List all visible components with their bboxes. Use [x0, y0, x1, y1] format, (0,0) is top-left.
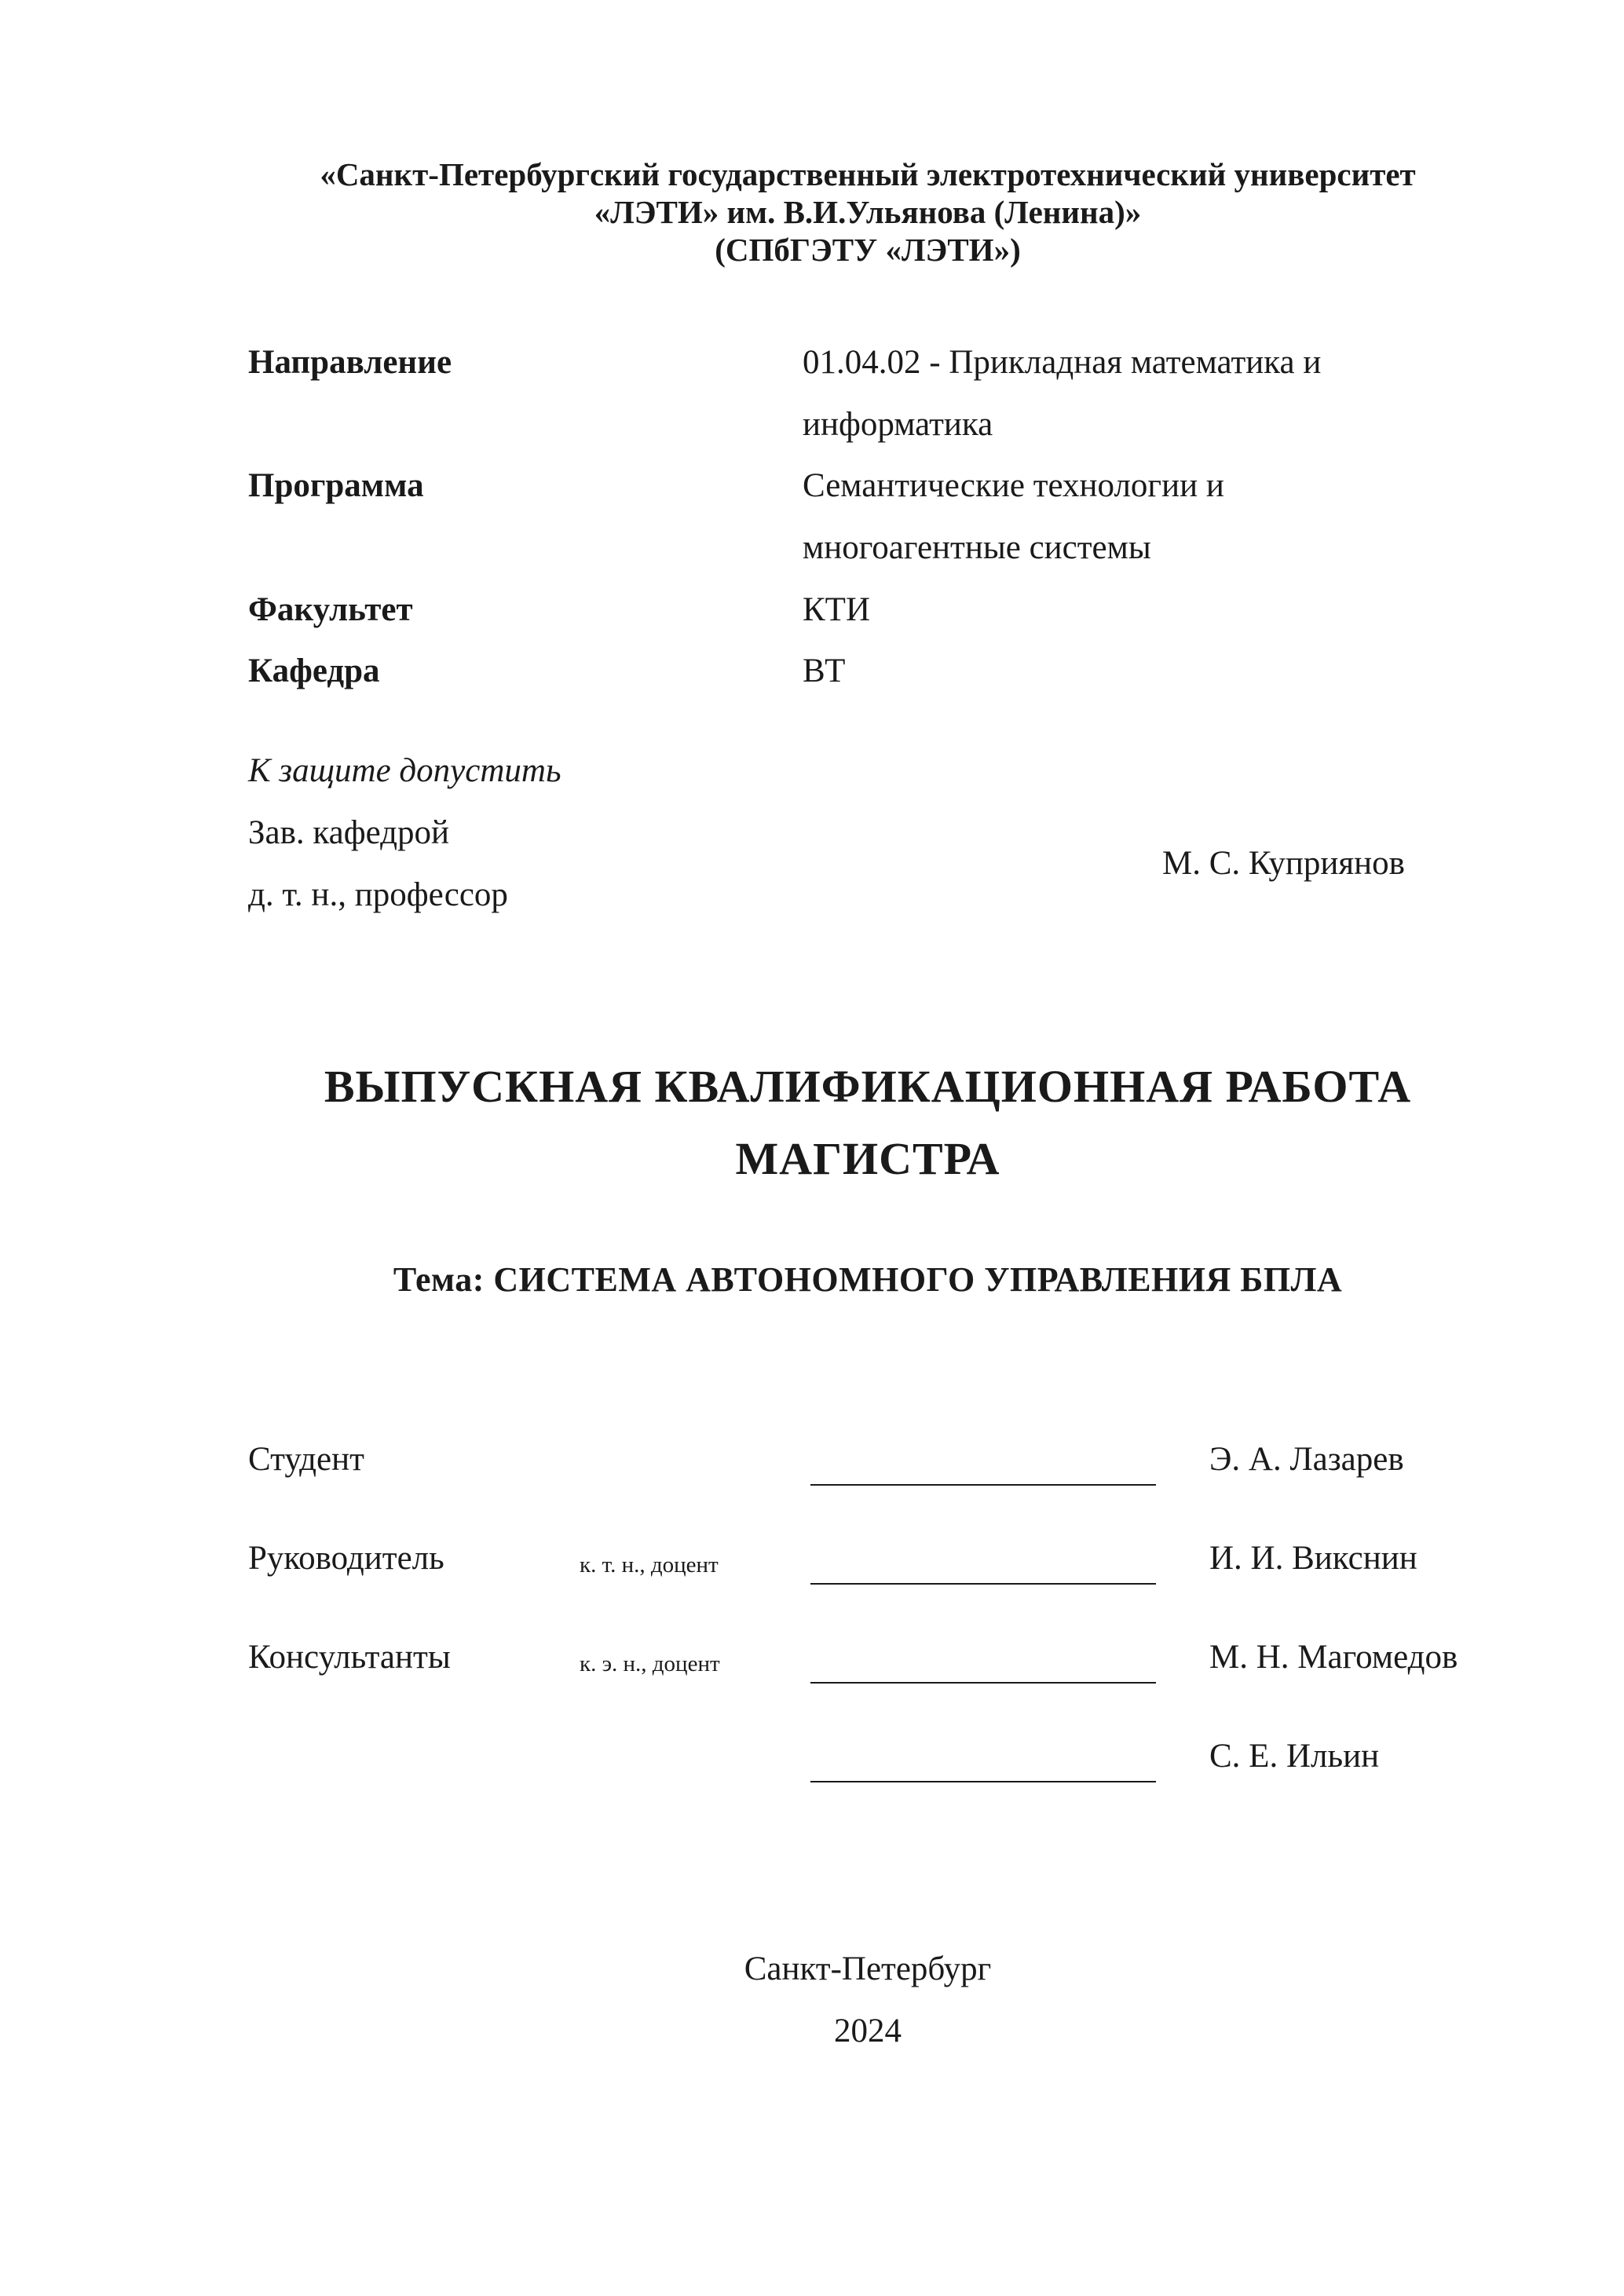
signature-role: Руководитель: [248, 1540, 444, 1577]
university-header: [0, 155, 1624, 269]
direction-value-line-1: 01.04.02 - Прикладная математика и: [803, 344, 1322, 381]
thesis-title-line-2: МАГИСТРА: [735, 1133, 1000, 1184]
program-value-line-1: Семантические технологии и: [803, 467, 1224, 504]
head-degree: д. т. н., профессор: [248, 876, 508, 913]
admit-to-defense: К защите допустить: [248, 752, 561, 789]
program-label: Программа: [248, 467, 424, 504]
signature-degree: к. т. н., доцент: [580, 1552, 719, 1578]
university-line-1: «Санкт-Петербургский государственный электротехнический университет: [320, 156, 1416, 192]
thesis-title-line-1: ВЫПУСКНАЯ КВАЛИФИКАЦИОННАЯ РАБОТА: [324, 1061, 1412, 1112]
head-of-department: Зав. кафедрой: [248, 814, 450, 851]
department-value: ВТ: [803, 653, 846, 689]
thesis-title: [0, 1051, 1624, 1195]
signature-name: Э. А. Лазарев: [1209, 1441, 1404, 1478]
signature-name: И. И. Викснин: [1209, 1540, 1417, 1577]
signature-degree: к. э. н., доцент: [580, 1651, 720, 1676]
direction-label: Направление: [248, 344, 452, 381]
thesis-topic: Тема: СИСТЕМА АВТОНОМНОГО УПРАВЛЕНИЯ БПЛА: [393, 1260, 1343, 1299]
signature-line: [810, 1781, 1156, 1782]
signature-role: Студент: [248, 1441, 364, 1478]
year: 2024: [834, 2013, 902, 2049]
department-label: Кафедра: [248, 653, 380, 689]
faculty-value: КТИ: [803, 591, 870, 628]
program-value-line-2: многоагентные системы: [803, 529, 1151, 566]
university-line-3: (СПбГЭТУ «ЛЭТИ»): [715, 232, 1021, 268]
signature-line: [810, 1583, 1156, 1585]
direction-value-line-2: информатика: [803, 406, 993, 443]
signature-line: [810, 1484, 1156, 1486]
signature-line: [810, 1682, 1156, 1684]
university-line-2: «ЛЭТИ» им. В.И.Ульянова (Ленина)»: [594, 194, 1142, 230]
city: Санкт-Петербург: [744, 1951, 992, 1987]
head-name: М. С. Куприянов: [1162, 845, 1405, 882]
signature-role: Консультанты: [248, 1639, 451, 1676]
faculty-label: Факультет: [248, 591, 413, 628]
signature-name: С. Е. Ильин: [1209, 1738, 1380, 1775]
signature-name: М. Н. Магомедов: [1209, 1639, 1458, 1676]
